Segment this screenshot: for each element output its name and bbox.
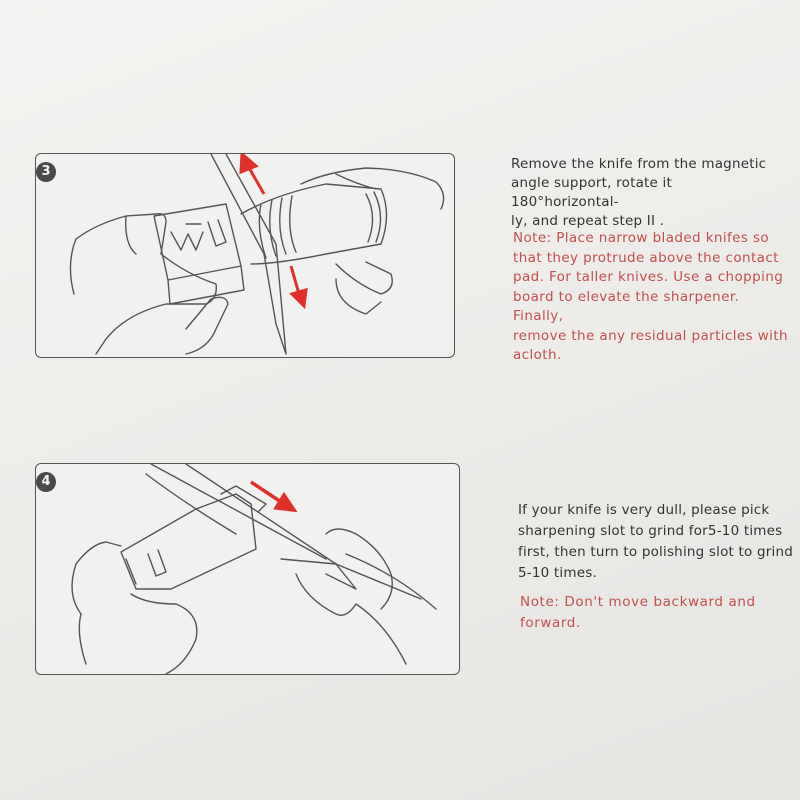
right-hand	[296, 529, 406, 664]
note-line: board to elevate the sharpener. Finally,	[513, 288, 740, 324]
note-line: that they protrude above the contact	[513, 249, 779, 266]
instruction-line: Remove the knife from the magnetic	[511, 156, 767, 172]
left-hand	[76, 214, 216, 354]
instruction-line: 5-10 times.	[518, 565, 597, 581]
right-hand	[301, 168, 444, 209]
sharpener-body	[121, 494, 256, 589]
left-hand	[76, 542, 197, 674]
step-3-instruction	[511, 155, 781, 231]
step-3-drawing	[36, 154, 454, 357]
movement-arrow	[251, 482, 294, 510]
instruction-line: angle support, rotate it 180°horizontal-	[511, 175, 672, 210]
step-3-note	[513, 229, 793, 366]
note-line: remove the any residual particles with	[513, 327, 788, 344]
instruction-line: first, then turn to polishing slot to grind	[518, 544, 793, 560]
note-line: forward.	[520, 615, 581, 631]
instruction-line: If your knife is very dull, please pick	[518, 502, 770, 518]
step-4-note	[520, 592, 798, 634]
note-line: pad. For taller knives. Use a chopping	[513, 269, 784, 285]
step-3-illustration	[35, 153, 455, 358]
instruction-line: ly, and repeat step II .	[511, 213, 665, 229]
instruction-line: sharpening slot to grind for5-10 times	[518, 523, 783, 539]
step-4-instruction	[518, 500, 796, 584]
sharpener-body	[154, 204, 241, 280]
step-number-badge: 4	[36, 472, 56, 492]
knife-blade	[151, 464, 336, 564]
step-4-illustration	[35, 463, 460, 675]
note-line: Note: Don't move backward and	[520, 594, 756, 610]
step-4-drawing	[36, 464, 459, 674]
note-line: Note: Place narrow bladed knifes so	[513, 230, 770, 246]
step-number-badge: 3	[36, 162, 56, 182]
note-line: acloth.	[513, 347, 562, 363]
